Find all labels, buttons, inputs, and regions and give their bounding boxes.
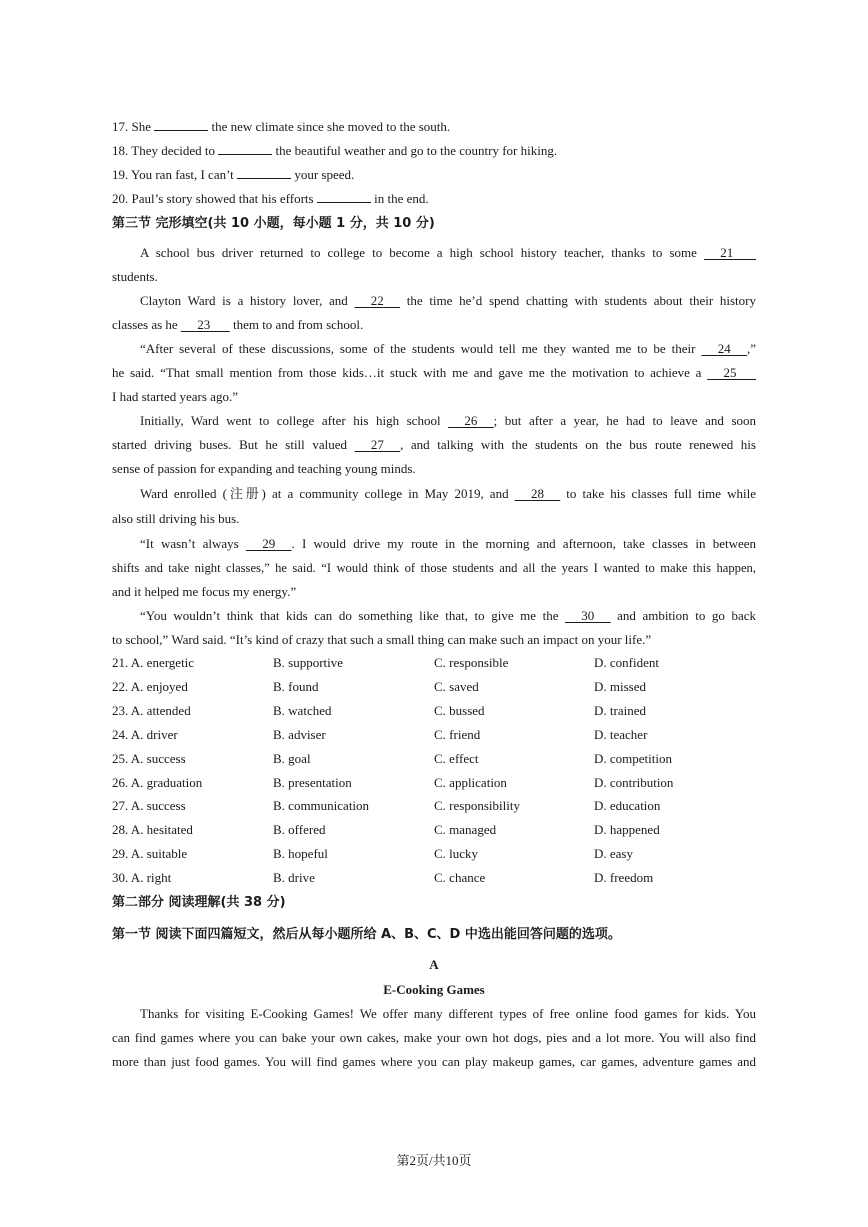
passage-text: . I would drive my route in the morning and afternoon, take classes in between — [291, 536, 757, 551]
option-b: B. presentation — [273, 774, 352, 790]
passage-text: ; but after a year, he had to leave and soon — [493, 413, 756, 428]
option-b: B. found — [273, 678, 319, 694]
passage-line — [140, 337, 756, 361]
passage-line: also still driving his bus. — [112, 511, 240, 526]
option-b: B. drive — [273, 870, 315, 886]
passage-text: ,” — [746, 341, 756, 356]
option-row — [112, 818, 756, 842]
option-c: C. responsible — [434, 655, 509, 670]
passage-text: classes as he — [112, 317, 181, 332]
question-18 — [112, 139, 756, 163]
blank-25 — [707, 361, 756, 385]
option-a: 24. A. driver — [112, 726, 178, 742]
option-d: D. confident — [594, 655, 659, 670]
option-d: D. easy — [594, 846, 633, 862]
blank-number: 30 — [581, 608, 595, 623]
passage-text: he said. “That small mention from those kids…it stuck with me and gave me the motivation to achieve a — [112, 365, 708, 380]
option-b: B. supportive — [273, 655, 344, 670]
question-19 — [112, 163, 756, 187]
passage-line: students. — [112, 269, 158, 284]
option-d: D. education — [594, 798, 661, 814]
option-b: B. goal — [273, 750, 311, 766]
option-c: C. managed — [434, 822, 497, 838]
question-text: 20. Paul’s story showed that his efforts — [112, 191, 317, 206]
question-text: the new climate since she moved to the south. — [208, 119, 451, 134]
option-d: D. trained — [594, 702, 646, 718]
option-b: B. offered — [273, 822, 326, 838]
option-b: B. hopeful — [273, 846, 328, 862]
passage-line — [140, 241, 756, 265]
option-d: D. competition — [594, 750, 672, 766]
option-c: C. lucky — [434, 846, 479, 862]
option-row — [112, 866, 756, 890]
option-c: C. friend — [434, 726, 481, 742]
blank-24 — [701, 337, 747, 361]
blank-number: 23 — [197, 317, 211, 332]
blank-28 — [515, 482, 561, 506]
passage-text: the time he’d spend chatting with students about their history — [400, 293, 756, 308]
passage-text: “You wouldn’t think that kids can do something like that, to give me the — [140, 608, 566, 623]
passage-line: shifts and take night classes,” he said. “I would think of those students and all the years I wanted to make this happen, — [112, 561, 756, 575]
blank-27 — [355, 433, 401, 457]
blank-number: 25 — [723, 365, 737, 380]
passage-text: Ward enrolled (注册) at a community college in May 2019, and — [140, 486, 515, 501]
option-row — [112, 747, 756, 771]
passage-line — [140, 604, 756, 628]
option-a: 30. A. right — [112, 870, 172, 886]
option-a: 23. A. attended — [112, 702, 191, 718]
answer-blank — [237, 166, 291, 179]
option-row — [112, 675, 756, 699]
section3-heading: 第三节 完形填空(共 10 小题，每小题 1 分，共 10 分) — [112, 216, 435, 231]
blank-number: 24 — [717, 341, 731, 356]
passage-title: E-Cooking Games — [383, 982, 485, 997]
option-a: 27. A. success — [112, 798, 186, 814]
option-row — [112, 771, 756, 795]
option-c: C. responsibility — [434, 798, 520, 814]
passage-text: and ambition to go back — [610, 608, 757, 623]
option-c: C. application — [434, 774, 507, 790]
option-a: 22. A. enjoyed — [112, 678, 188, 694]
option-c: C. bussed — [434, 702, 485, 718]
blank-30 — [565, 604, 611, 628]
passage-line: to school,” Ward said. “It’s kind of crazy that such a small thing can make such an impact on your life.” — [112, 632, 652, 647]
blank-number: 29 — [262, 536, 276, 551]
page-number: 第2页/共10页 — [396, 1153, 472, 1168]
option-c: C. effect — [434, 750, 479, 766]
passage-line: I had started years ago.” — [112, 389, 238, 404]
passage-text: “It wasn’t always — [140, 536, 246, 551]
question-text: 19. You ran fast, I can’t — [112, 167, 238, 182]
question-17 — [112, 115, 756, 139]
passage-line — [112, 361, 756, 385]
passage-text: them to and from school. — [229, 317, 364, 332]
passage-line — [140, 532, 756, 556]
question-text: in the end. — [370, 191, 429, 206]
option-b: B. adviser — [273, 726, 326, 742]
option-row — [112, 723, 756, 747]
answer-blank — [218, 142, 272, 155]
option-row — [112, 842, 756, 866]
passage-line: can find games where you can bake your own cakes, make your own hot dogs, pies and a lot more. You will also find — [112, 1030, 756, 1045]
option-d: D. freedom — [594, 870, 654, 886]
option-row — [112, 699, 756, 723]
question-text: your speed. — [291, 167, 355, 182]
passage-line: sense of passion for expanding and teaching young minds. — [112, 461, 416, 476]
blank-number: 26 — [464, 413, 478, 428]
blank-22 — [355, 289, 401, 313]
question-20 — [112, 187, 756, 211]
option-a: 25. A. success — [112, 750, 186, 766]
passage-line — [112, 433, 756, 457]
answer-blank — [317, 190, 371, 203]
option-row — [112, 651, 756, 675]
option-b: B. communication — [273, 798, 370, 814]
blank-number: 27 — [370, 437, 384, 452]
blank-29 — [246, 532, 292, 556]
option-c: C. saved — [434, 678, 479, 694]
blank-number: 22 — [370, 293, 384, 308]
option-c: C. chance — [434, 870, 486, 886]
option-a: 21. A. energetic — [112, 655, 195, 670]
blank-23 — [181, 313, 230, 337]
passage-line — [140, 289, 756, 313]
passage-text: started driving buses. But he still valued — [112, 437, 355, 452]
passage-text: A school bus driver returned to college to become a high school history teacher, thanks to some — [140, 245, 704, 260]
option-b: B. watched — [273, 702, 332, 718]
answer-blank — [154, 118, 208, 131]
blank-number: 28 — [530, 486, 544, 501]
passage-line: and it helped me focus my energy.” — [112, 584, 297, 599]
option-d: D. contribution — [594, 774, 674, 790]
passage-letter: A — [429, 957, 439, 972]
option-row — [112, 794, 756, 818]
option-a: 28. A. hesitated — [112, 822, 193, 838]
question-text: 18. They decided to — [112, 143, 219, 158]
passage-line: more than just food games. You will find games where you can play makeup games, car games, adventure games and — [112, 1054, 756, 1069]
passage-text: Clayton Ward is a history lover, and — [140, 293, 355, 308]
passage-line — [140, 482, 756, 506]
option-d: D. missed — [594, 678, 646, 694]
question-text: the beautiful weather and go to the country for hiking. — [272, 143, 558, 158]
passage-text: , and talking with the students on the bus route renewed his — [400, 437, 756, 452]
blank-26 — [448, 409, 494, 433]
blank-21 — [704, 241, 756, 265]
section1-heading: 第一节 阅读下面四篇短文，然后从每小题所给 A、B、C、D 中选出能回答问题的选项。 — [112, 927, 621, 942]
blank-number: 21 — [720, 245, 734, 260]
part2-heading: 第二部分 阅读理解(共 38 分) — [112, 895, 286, 910]
passage-line: Thanks for visiting E-Cooking Games! We offer many different types of free online food games for kids. You — [140, 1006, 756, 1021]
passage-text: “After several of these discussions, some of the students would tell me they wanted me to be their — [140, 341, 702, 356]
passage-line — [112, 313, 756, 337]
passage-line — [140, 409, 756, 433]
option-d: D. teacher — [594, 726, 648, 742]
option-a: 29. A. suitable — [112, 846, 188, 862]
option-d: D. happened — [594, 822, 660, 838]
question-text: 17. She — [112, 119, 155, 134]
option-a: 26. A. graduation — [112, 774, 203, 790]
passage-text: Initially, Ward went to college after his high school — [140, 413, 449, 428]
passage-text: to take his classes full time while — [560, 486, 757, 501]
